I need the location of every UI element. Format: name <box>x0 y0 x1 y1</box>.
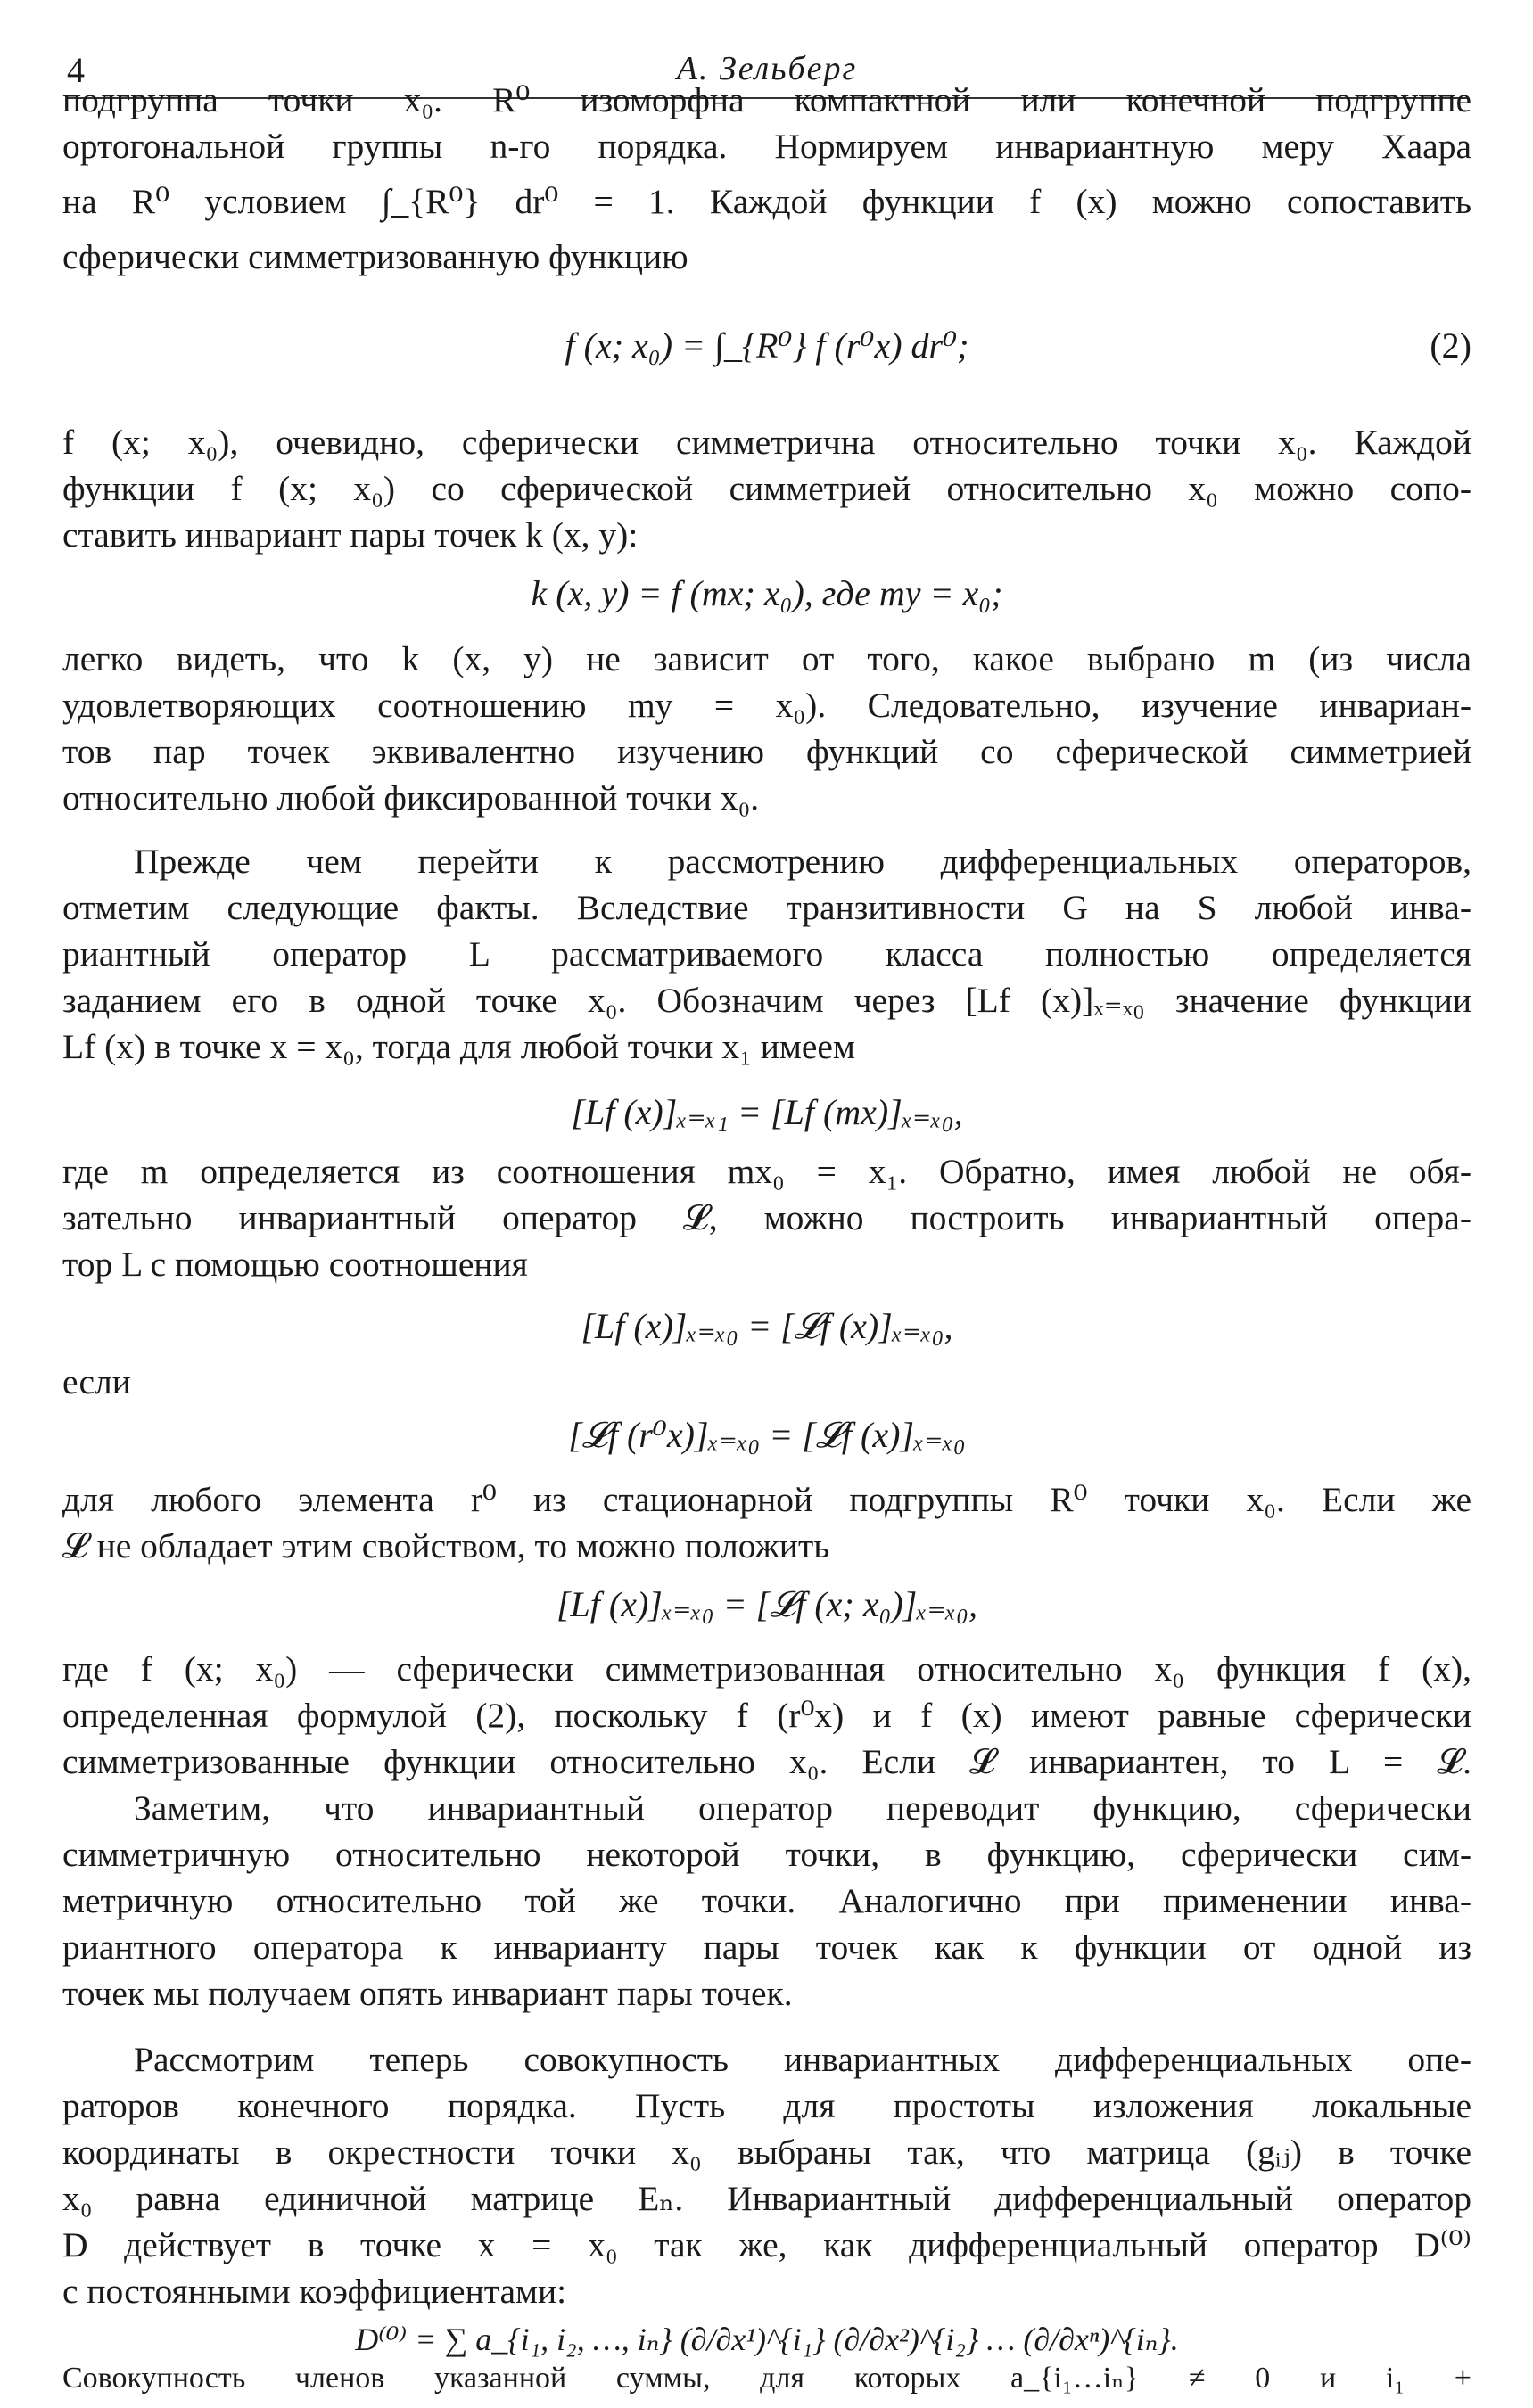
text-line: сферически симметризованную функцию <box>62 237 688 276</box>
text-line: симметризованные функции относительно x₀. Если 𝓛 инвариантен, то L = 𝓛. <box>62 1742 1471 1781</box>
page-number: 4 <box>67 50 85 90</box>
text-line: если <box>62 1362 131 1401</box>
text-line: Прежде чем перейти к рассмотрению дифференциальных операторов, <box>134 842 1471 881</box>
text-line: координаты в окрестности точки x₀ выбраны так, что матрица (gᵢⱼ) в точке <box>62 2133 1471 2172</box>
text-line: где m определяется из соотношения mx₀ = x₁. Обратно, имея любой не обя- <box>62 1152 1471 1191</box>
text-line: с постоянными коэффициентами: <box>62 2272 567 2311</box>
text-line: на R⁰ условием ∫_{R⁰} dr⁰ = 1. Каждой функции f (x) можно сопоставить <box>62 182 1471 221</box>
text-line: ортогональной группы n-го порядка. Нормируем инвариантную меру Хаара <box>62 127 1471 166</box>
text-line: x₀ равна единичной матрице Eₙ. Инвариантный дифференциальный оператор <box>62 2179 1471 2218</box>
text-line: Заметим, что инвариантный оператор переводит функцию, сферически <box>134 1788 1471 1828</box>
text-line <box>62 2318 1471 2343</box>
text-line: f (x; x₀), очевидно, сферически симметрична относительно точки x₀. Каждой <box>62 423 1471 462</box>
text-line: тор L с помощью соотношения <box>62 1245 528 1284</box>
equation-number: (2) <box>1430 325 1471 366</box>
text-line: определенная формулой (2), поскольку f (r⁰x) и f (x) имеют равные сферически <box>62 1696 1471 1735</box>
text-line-part: Совокупность членов указанной суммы, для которых a_{i₁…iₙ} ≠ 0 и i₁ + <box>62 2362 1471 2395</box>
text-line: где f (x; x₀) — сферически симметризованная относительно x₀ функция f (x), <box>62 1649 1471 1689</box>
text-line: 𝓛 не обладает этим свойством, то можно положить <box>62 1526 830 1566</box>
text-line: для любого элемента r⁰ из стационарной подгруппы R⁰ точки x₀. Если же <box>62 1480 1471 1519</box>
text-line: отметим следующие факты. Вследствие транзитивности G на S любой инва- <box>62 888 1471 927</box>
text-line: точек мы получаем опять инвариант пары точек. <box>62 1974 793 2013</box>
text-line: относительно любой фиксированной точки x₀. <box>62 778 760 818</box>
text-line: легко видеть, что k (x, y) не зависит от того, какое выбрано m (из числа <box>62 639 1471 678</box>
text-line: подгруппа точки x₀. R⁰ изоморфна компактной или конечной подгруппе <box>62 80 1471 119</box>
formula-L1: [Lf (x)]ₓ₌ₓ₁ = [Lf (mx)]ₓ₌ₓ₀, <box>571 1092 963 1132</box>
text-line: риантный оператор L рассматриваемого класса полностью определяется <box>62 934 1471 974</box>
text-line: метричную относительно той же точки. Аналогично при применении инва- <box>62 1881 1471 1920</box>
running-title: А. Зельберг <box>676 50 858 87</box>
formula-2 <box>62 323 1471 369</box>
text-line: риантного оператора к инварианту пары точек как к функции от одной из <box>62 1927 1471 1967</box>
text-line: Рассмотрим теперь совокупность инвариантных дифференциальных опе- <box>134 2040 1471 2079</box>
text-line: функции f (x; x₀) со сферической симметрией относительно x₀ можно сопо- <box>62 469 1471 508</box>
text-line <box>62 2361 1471 2396</box>
text-line: Lf (x) в точке x = x₀, тогда для любой точки x₁ имеем <box>62 1027 855 1066</box>
formula-L4: [Lf (x)]ₓ₌ₓ₀ = [𝓛f (x; x₀)]ₓ₌ₓ₀, <box>556 1584 978 1624</box>
text-line: удовлетворяющих соотношению my = x₀). Следовательно, изучение инвариан- <box>62 686 1471 725</box>
formula-L2: [Lf (x)]ₓ₌ₓ₀ = [𝓛f (x)]ₓ₌ₓ₀, <box>581 1306 953 1346</box>
text-line: тов пар точек эквивалентно изучению функций со сферической симметрией <box>62 732 1471 771</box>
text-line: раторов конечного порядка. Пусть для простоты изложения локальные <box>62 2086 1471 2125</box>
text-line: D действует в точке x = x₀ так же, как дифференциальный оператор D⁽⁰⁾ <box>62 2225 1471 2264</box>
text-line: зательно инвариантный оператор 𝓛, можно построить инвариантный опера- <box>62 1198 1471 1237</box>
formula-D: D⁽⁰⁾ = ∑ a_{i₁, i₂, …, iₙ} (∂/∂x¹)^{i₁} (∂/∂x²)^{i₂} … (∂/∂xⁿ)^{iₙ}. <box>355 2322 1179 2357</box>
text-line: симметричную относительно некоторой точки, в функцию, сферически сим- <box>62 1835 1471 1874</box>
text-line: ставить инвариант пары точек k (x, y): <box>62 515 639 555</box>
text-line: заданием его в одной точке x₀. Обозначим через [Lf (x)]ₓ₌ₓ₀ значение функции <box>62 981 1471 1020</box>
formula-k: k (x, y) = f (mx; x₀), где my = x₀; <box>531 573 1003 613</box>
formula-L3: [𝓛f (r⁰x)]ₓ₌ₓ₀ = [𝓛f (x)]ₓ₌ₓ₀ <box>568 1415 966 1455</box>
formula-2-body: f (x; x₀) = ∫_{R⁰} f (r⁰x) dr⁰; <box>565 325 969 366</box>
